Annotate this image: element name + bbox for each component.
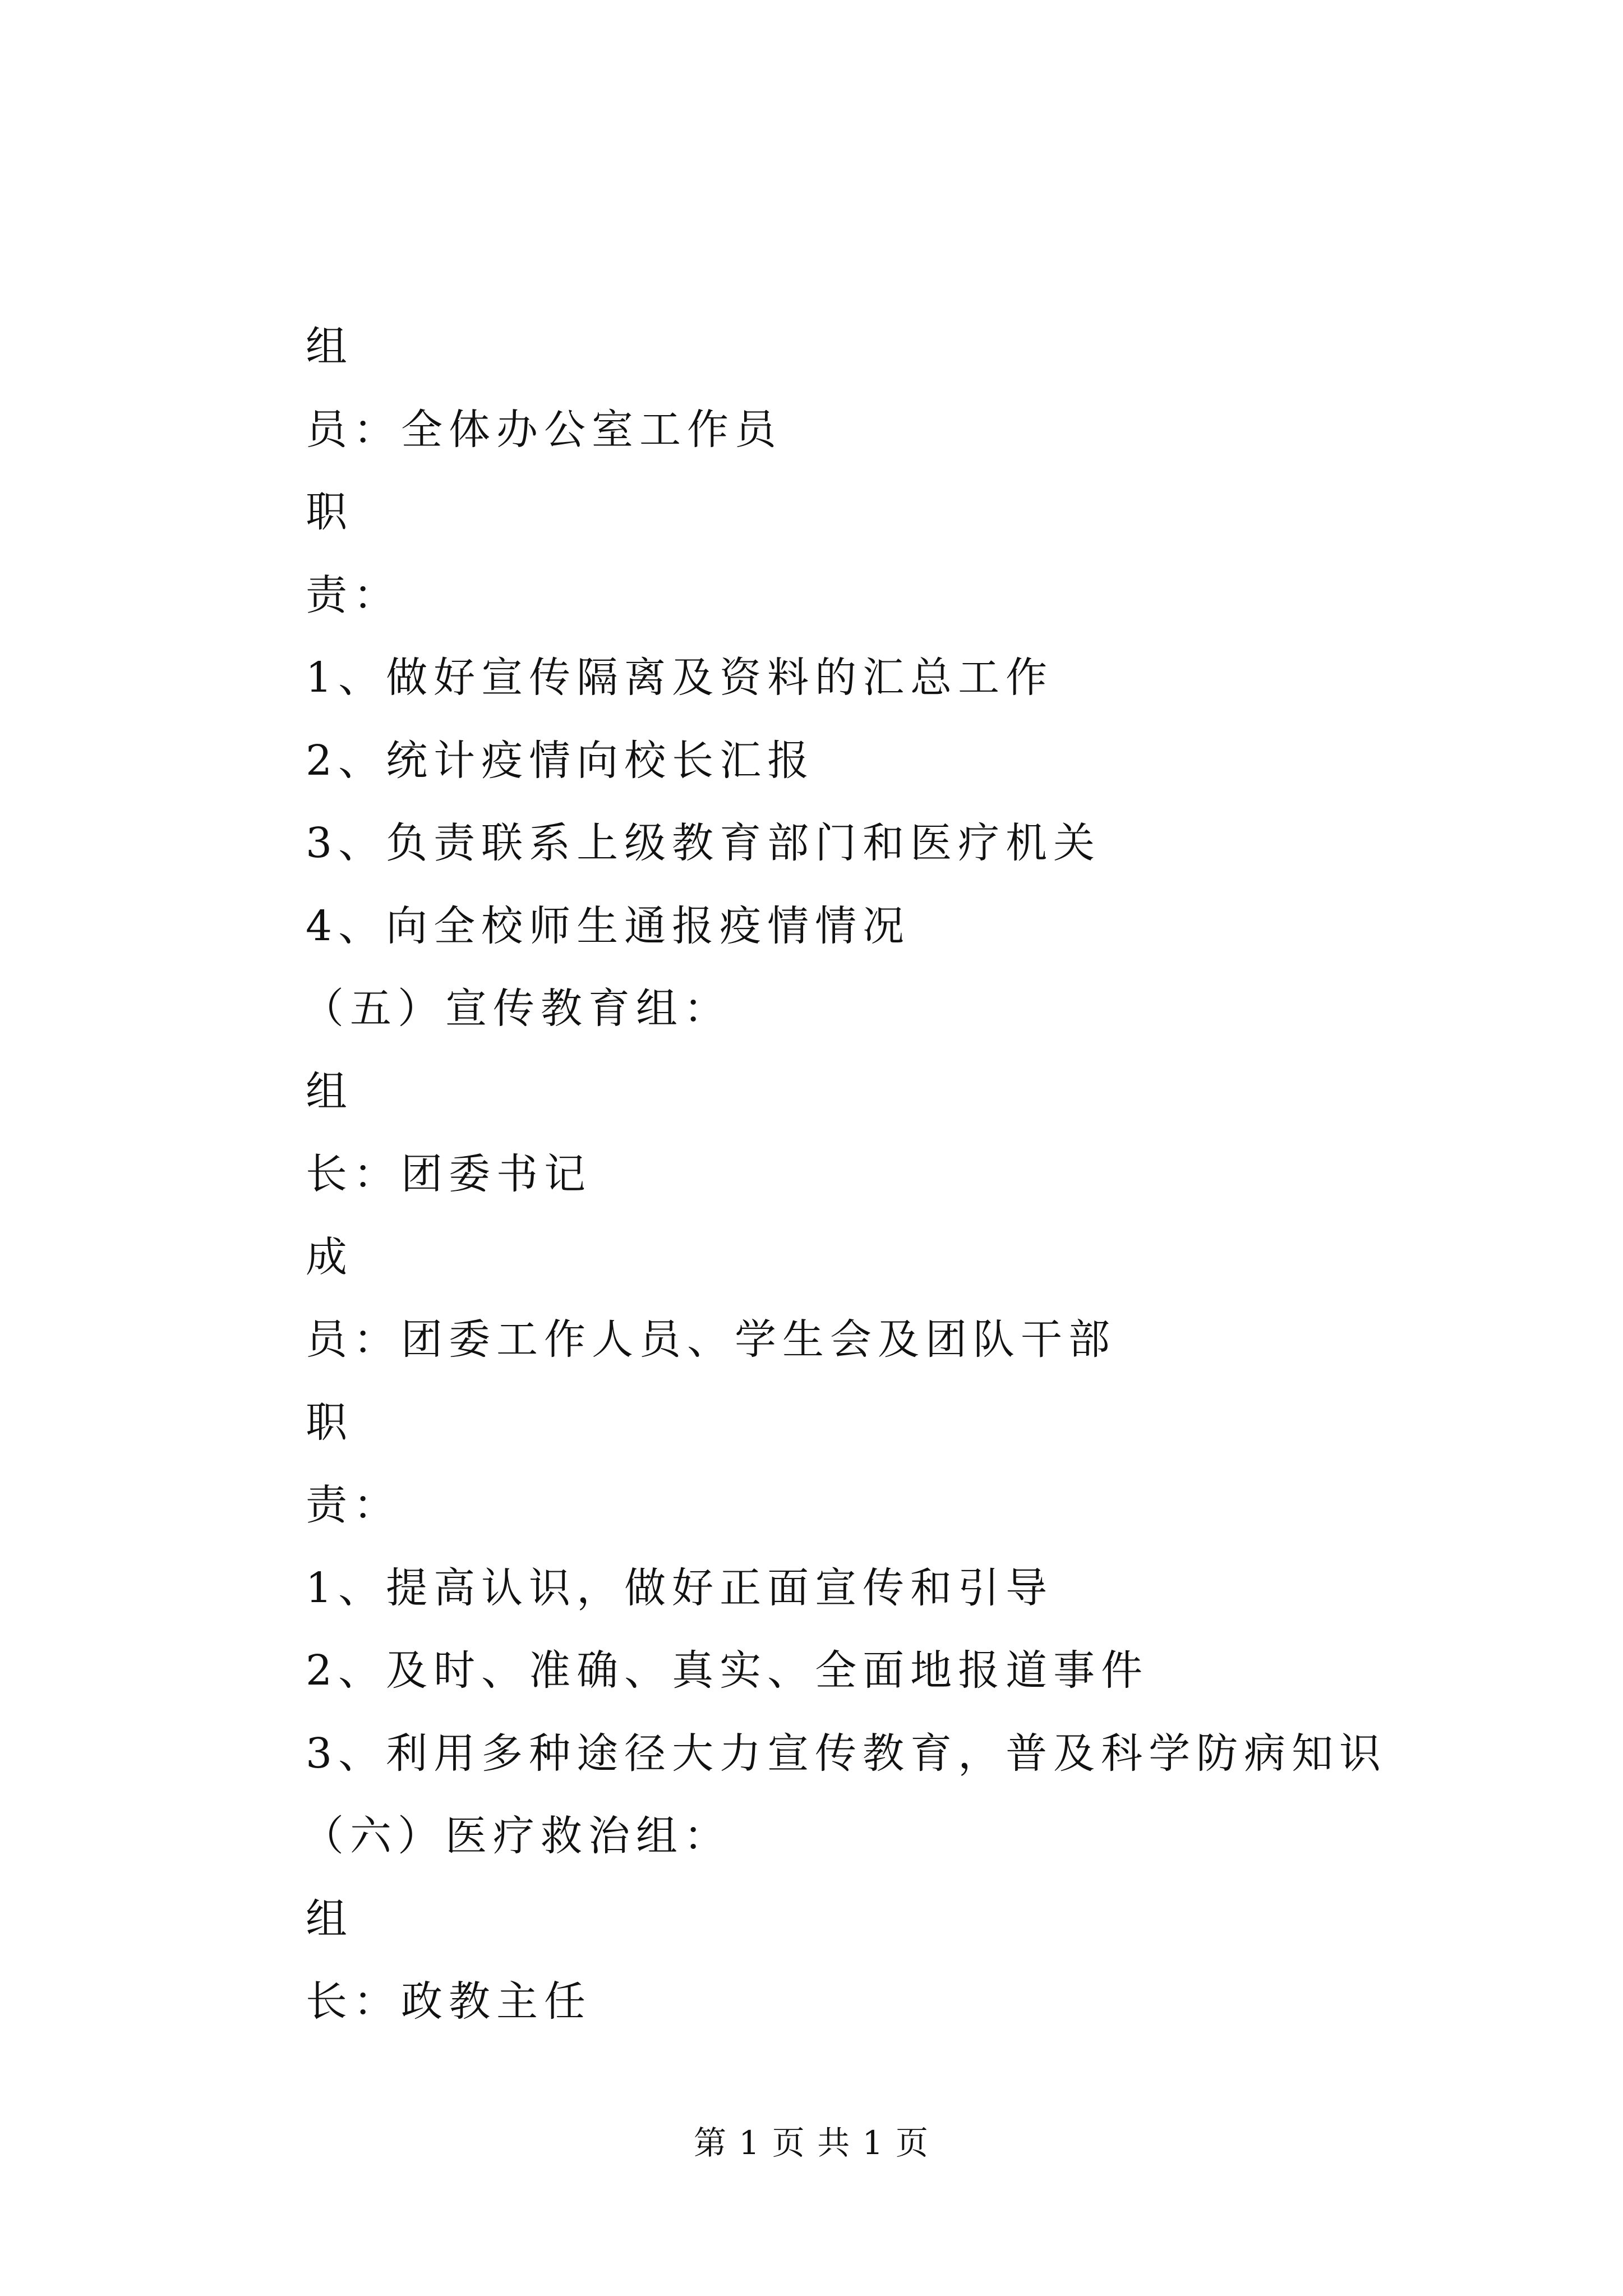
text-line-leader: 长：团委书记 xyxy=(306,1150,592,1198)
page-footer: 第 1 页 共 1 页 xyxy=(694,2124,929,2162)
text-line-duty-item-2: 2、及时、准确、真实、全面地报道事件 xyxy=(306,1646,1149,1695)
section-heading-publicity: （五）宣传教育组： xyxy=(302,984,731,1033)
text-line-duty-colon: 责： xyxy=(306,570,401,619)
text-line-duty-item-3: 3、利用多种途径大力宣传教育，普及科学防病知识 xyxy=(306,1729,1387,1778)
text-line-member-label: 成 xyxy=(306,1232,353,1281)
text-line-duty-item-3: 3、负责联系上级教育部门和医疗机关 xyxy=(306,819,1101,867)
text-line-duty-label: 职 xyxy=(306,1398,353,1447)
document-body xyxy=(302,306,1427,2044)
text-line-members: 员：全体办公室工作员 xyxy=(306,405,782,454)
text-line-group-label: 组 xyxy=(306,1067,353,1116)
text-line-leader: 长：政教主任 xyxy=(306,1977,592,2026)
text-line-duty-item-2: 2、统计疫情向校长汇报 xyxy=(306,736,815,785)
text-line-duty-colon: 责： xyxy=(306,1481,401,1529)
text-line-duty-label: 职 xyxy=(306,488,353,536)
text-line-members: 员：团委工作人员、学生会及团队干部 xyxy=(306,1315,1116,1364)
text-line-duty-item-1: 1、做好宣传隔离及资料的汇总工作 xyxy=(306,654,1054,702)
text-line-duty-item-4: 4、向全校师生通报疫情情况 xyxy=(306,901,911,950)
text-line-group-label: 组 xyxy=(306,1894,353,1943)
section-heading-medical: （六）医疗救治组： xyxy=(302,1812,731,1860)
text-line-group-label: 组 xyxy=(306,323,353,371)
text-line-duty-item-1: 1、提高认识，做好正面宣传和引导 xyxy=(306,1563,1054,1612)
